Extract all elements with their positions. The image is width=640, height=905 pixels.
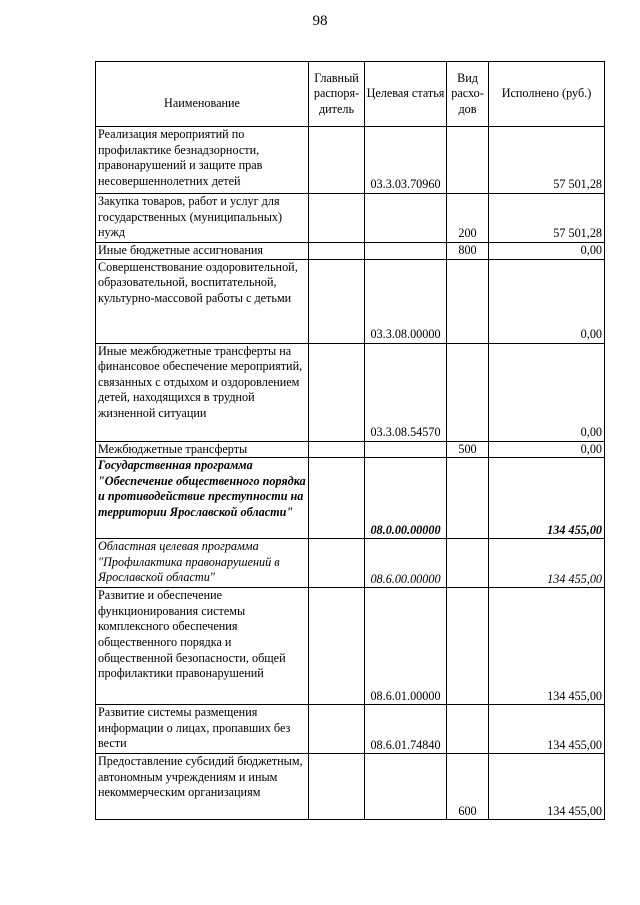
row-name-cell: Закупка товаров, работ и услуг для государственных (муниципальных) нужд [96,194,309,243]
table-row [96,539,605,588]
row-article-cell: 03.3.08.54570 [365,343,447,441]
row-manager-cell [309,259,365,343]
row-manager-cell [309,441,365,458]
row-amount-cell: 57 501,28 [489,127,605,194]
row-amount-cell: 134 455,00 [489,539,605,588]
table-body [96,127,605,820]
table-header-row [96,62,605,127]
row-expense-type-cell [447,539,489,588]
row-expense-type-cell: 500 [447,441,489,458]
row-article-cell: 08.0.00.00000 [365,458,447,539]
table-row [96,441,605,458]
page-number: 98 [312,13,328,29]
row-name-cell: Межбюджетные трансферты [96,441,309,458]
row-amount-cell: 134 455,00 [489,754,605,820]
row-article-cell [365,243,447,260]
row-manager-cell [309,588,365,705]
row-expense-type-cell [447,588,489,705]
row-name-cell: Развитие системы размещения информации о лицах, пропавших без вести [96,705,309,754]
row-manager-cell [309,343,365,441]
row-manager-cell [309,539,365,588]
table-row [96,194,605,243]
row-expense-type-cell [447,127,489,194]
table-row [96,705,605,754]
row-expense-type-cell: 200 [447,194,489,243]
row-amount-cell: 134 455,00 [489,588,605,705]
row-amount-cell: 0,00 [489,259,605,343]
row-article-cell: 03.3.03.70960 [365,127,447,194]
row-name-cell: Иные межбюджетные трансферты на финансовое обеспечение мероприятий, связанных с отдыхом и оздоровлением детей, находящихся в трудной жизненной ситуации [96,343,309,441]
row-name-cell: Государственная программа "Обеспечение общественного порядка и противодействие преступности на территории Ярославской области" [96,458,309,539]
row-name-cell: Иные бюджетные ассигнования [96,243,309,260]
row-article-cell: 08.6.01.74840 [365,705,447,754]
column-header-executed: Исполнено (руб.) [489,62,605,127]
row-expense-type-cell: 800 [447,243,489,260]
table-row [96,259,605,343]
row-name-cell: Совершенствование оздоровительной, образовательной, воспитательной, культурно-массовой работы с детьми [96,259,309,343]
row-name-cell: Областная целевая программа "Профилактика правонарушений в Ярославской области" [96,539,309,588]
row-amount-cell: 0,00 [489,441,605,458]
row-name-cell: Реализация мероприятий по профилактике безнадзорности, правонарушений и защите прав несовершеннолетних детей [96,127,309,194]
row-amount-cell: 134 455,00 [489,458,605,539]
row-expense-type-cell [447,705,489,754]
row-amount-cell: 134 455,00 [489,705,605,754]
row-amount-cell: 57 501,28 [489,194,605,243]
row-manager-cell [309,127,365,194]
row-article-cell: 08.6.00.00000 [365,539,447,588]
row-name-cell: Развитие и обеспечение функционирования системы комплексного обеспечения общественного порядка и общественной безопасности, общей профилактики правонарушений [96,588,309,705]
column-header-name: Наименование [96,62,309,127]
row-article-cell [365,194,447,243]
table-row [96,243,605,260]
row-manager-cell [309,194,365,243]
column-header-manager: Главный распоря-дитель [309,62,365,127]
table-row [96,343,605,441]
budget-table [95,61,605,820]
row-article-cell [365,754,447,820]
row-manager-cell [309,705,365,754]
row-expense-type-cell [447,259,489,343]
table-row [96,458,605,539]
row-expense-type-cell: 600 [447,754,489,820]
column-header-article: Целевая статья [365,62,447,127]
table-row [96,588,605,705]
row-manager-cell [309,458,365,539]
row-expense-type-cell [447,458,489,539]
row-expense-type-cell [447,343,489,441]
table-row [96,754,605,820]
row-name-cell: Предоставление субсидий бюджетным, автономным учреждениям и иным некоммерческим организациям [96,754,309,820]
table-row [96,127,605,194]
row-amount-cell: 0,00 [489,243,605,260]
row-article-cell [365,441,447,458]
row-article-cell: 08.6.01.00000 [365,588,447,705]
row-manager-cell [309,754,365,820]
row-manager-cell [309,243,365,260]
row-article-cell: 03.3.08.00000 [365,259,447,343]
column-header-expense-type: Вид расхо-дов [447,62,489,127]
row-amount-cell: 0,00 [489,343,605,441]
